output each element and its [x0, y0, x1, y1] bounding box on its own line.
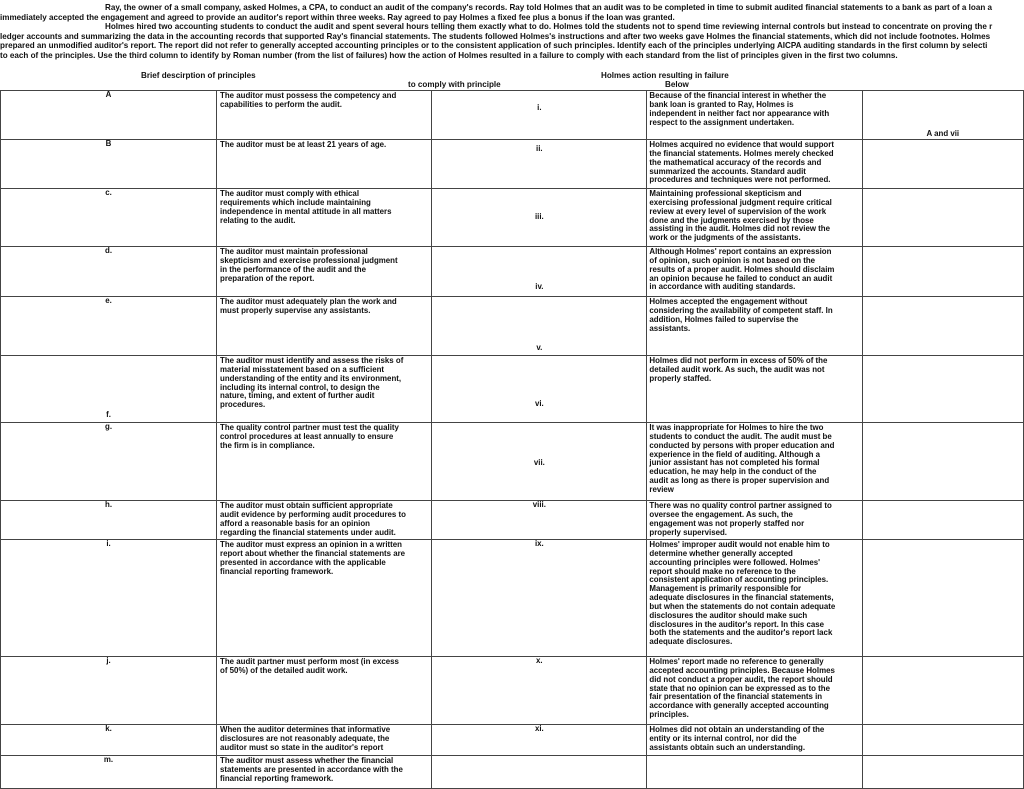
principle-description-line: afford a reasonable basis for an opinion: [220, 518, 370, 528]
principle-description-line: auditor must so state in the auditor's report: [220, 742, 384, 752]
failure-number-cell: [432, 657, 647, 725]
holmes-action-line: assistants.: [649, 323, 691, 333]
answer-cell[interactable]: [862, 725, 1023, 756]
principle-description-line: The auditor must obtain sufficient appropriate: [220, 501, 393, 510]
holmes-action-line: disclosures the auditor should make such: [649, 610, 808, 620]
holmes-action-line: independent in neither fact nor appearance with: [649, 108, 830, 118]
principle-letter: j.: [106, 656, 111, 665]
holmes-action-line: summarized the accounts. Standard audit: [649, 166, 806, 176]
holmes-action-line: review at every level of supervision of the work: [649, 206, 827, 216]
principle-description-line: material misstatement based on a sufficient: [220, 364, 385, 374]
holmes-action-line: bank loan is granted to Ray, Holmes is: [649, 99, 794, 109]
holmes-action-line: disclosures in the auditor's report. In this case: [649, 619, 825, 629]
intro-line: ledger accounts and summarizing the data in the accounting records that supported Ray's financial statements. The students followed Holmes's instructions and after two weeks gave Holmes the financial statements, which did not include footnotes. Holmes: [0, 31, 991, 41]
principle-description-cell: [217, 756, 432, 789]
principle-letter-cell: [1, 756, 217, 789]
principles-column-subheader: to comply with principle: [408, 80, 501, 89]
answer-cell[interactable]: [862, 247, 1023, 297]
intro-line: Holmes hired two accounting students to conduct the audit and spent several hours telling them exactly what to do. Holmes told the students not to spend time reviewing internal controls but instead to concentrate on proving the r: [105, 22, 993, 32]
table-row: [1, 423, 1024, 501]
holmes-action-line: education, he may help in the conduct of the: [649, 467, 817, 477]
holmes-action-line: conducted by persons with proper education and: [649, 440, 835, 450]
holmes-action-line: the mathematical accuracy of the records and: [649, 157, 822, 167]
holmes-action-line: accounting principles were followed. Holmes': [649, 557, 821, 567]
principle-letter: A: [105, 90, 112, 99]
principle-letter-cell: [1, 540, 217, 657]
holmes-action-cell: [647, 423, 862, 501]
principle-description-line: independence in mental attitude in all matters: [220, 206, 392, 216]
holmes-action-line: Holmes acquired no evidence that would support: [649, 140, 834, 149]
principle-description-line: preparation of the report.: [220, 273, 315, 283]
principle-description-line: financial reporting framework.: [220, 566, 334, 576]
holmes-action-line: Management is primarily responsible for: [649, 584, 802, 594]
principle-description-cell: [217, 540, 432, 657]
answer-cell[interactable]: [862, 423, 1023, 501]
principle-description-line: capabilities to perform the audit.: [220, 99, 342, 109]
principle-description-line: disclosures are not reasonably adequate, the: [220, 733, 390, 743]
holmes-action-line: in accordance with auditing standards.: [649, 282, 796, 292]
principle-description-cell: [217, 91, 432, 140]
holmes-action-line: detailed audit work. As such, the audit was not: [649, 364, 825, 374]
principle-description-line: The auditor must identify and assess the risks of: [220, 356, 404, 365]
table-row: [1, 756, 1024, 789]
answer-cell[interactable]: [862, 189, 1023, 247]
holmes-action-line: procedures and techniques were not performed.: [649, 175, 831, 185]
principle-description-cell: [217, 356, 432, 423]
holmes-action-line: an opinion because he failed to conduct an audit: [649, 273, 833, 283]
holmes-action-line: engagement was not properly staffed nor: [649, 518, 805, 528]
principle-letter: i.: [106, 539, 111, 548]
holmes-action-line: adequate disclosures.: [649, 637, 733, 647]
intro-line: Ray, the owner of a small company, asked Holmes, a CPA, to conduct an audit of the company's records. Ray told Holmes that an audit was to be completed in time to submit audited financial statements to a bank as part of a loan a: [105, 3, 993, 12]
failure-roman-number: x.: [536, 656, 543, 665]
principle-description-line: nature, timing, and extent of further audit: [220, 391, 375, 401]
intro-line: immediately accepted the engagement and agreed to provide an auditor's report within three weeks. Ray agreed to pay Holmes a fixed fee plus a bonus if the loan was granted.: [0, 12, 675, 22]
table-row: [1, 356, 1024, 423]
principle-letter: c.: [105, 188, 112, 197]
failure-number-cell: [432, 140, 647, 189]
holmes-action-cell: [647, 725, 862, 756]
failure-number-cell: [432, 189, 647, 247]
holmes-action-line: report should make no reference to the: [649, 566, 796, 576]
answer-cell[interactable]: [862, 140, 1023, 189]
holmes-action-line: experience in the field of auditing. Although a: [649, 449, 821, 459]
holmes-action-cell: [647, 540, 862, 657]
principle-description-cell: [217, 423, 432, 501]
holmes-action-cell: [647, 91, 862, 140]
failure-number-cell: [432, 91, 647, 140]
failure-roman-number: viii.: [532, 500, 546, 509]
holmes-action-line: review: [649, 484, 674, 494]
table-row: [1, 540, 1024, 657]
principle-description-line: of 50%) of the detailed audit work.: [220, 665, 348, 675]
principle-letter: B: [105, 139, 112, 148]
intro-line: prepared an unmodified auditor's report. The report did not refer to generally accepted accounting principles or to the consistent application of such principles. Identify each of the principles underlying AICPA auditing standards in the first column by selecti: [0, 41, 988, 51]
principle-description-line: financial reporting framework.: [220, 773, 334, 783]
answer-cell[interactable]: [862, 297, 1023, 356]
holmes-action-line: consistent application of accounting principles.: [649, 575, 829, 585]
principle-letter: f.: [106, 410, 111, 419]
principle-description-cell: [217, 725, 432, 756]
principle-description-cell: [217, 247, 432, 297]
table-row: [1, 657, 1024, 725]
principle-description-line: The quality control partner must test the quality: [220, 423, 399, 432]
principle-letter-cell: [1, 140, 217, 189]
holmes-action-line: principles.: [649, 710, 689, 720]
holmes-action-line: determine whether generally accepted: [649, 548, 793, 558]
holmes-action-line: Although Holmes' report contains an expression: [649, 247, 832, 256]
holmes-action-cell: [647, 297, 862, 356]
principle-letter-cell: [1, 657, 217, 725]
holmes-action-cell: [647, 140, 862, 189]
table-row: [1, 247, 1024, 297]
holmes-action-line: assisting in the audit. Holmes did not review the: [649, 224, 831, 234]
holmes-action-line: but when the statements do not contain adequate: [649, 601, 836, 611]
failure-roman-number: ix.: [534, 539, 544, 548]
principle-description-cell: [217, 657, 432, 725]
holmes-action-line: of opinion, such opinion is not based on the: [649, 255, 816, 265]
failure-number-cell: [432, 423, 647, 501]
holmes-action-line: Because of the financial interest in whether the: [649, 91, 827, 100]
table-row: [1, 725, 1024, 756]
principle-letter-cell: [1, 501, 217, 540]
principle-description-line: The auditor must adequately plan the work and: [220, 297, 397, 306]
principle-letter: k.: [105, 724, 112, 733]
failure-roman-number: iv.: [535, 282, 544, 291]
holmes-action-line: addition, Holmes failed to supervise the: [649, 314, 799, 324]
principles-column-header: Brief descirption of principles: [141, 71, 256, 80]
holmes-action-line: audit as long as there is proper supervision and: [649, 476, 830, 486]
principle-description-cell: [217, 140, 432, 189]
principle-description-line: The auditor must express an opinion in a written: [220, 540, 402, 549]
failure-roman-number: vii.: [533, 458, 545, 467]
principle-description-line: statements are presented in accordance with the: [220, 764, 403, 774]
failure-number-cell: [432, 501, 647, 540]
failure-roman-number: xi.: [534, 724, 544, 733]
holmes-action-line: did not conduct a proper audit, the report should: [649, 674, 833, 684]
principle-description-line: The auditor must be at least 21 years of age.: [220, 140, 387, 149]
principle-letter-cell: [1, 356, 217, 423]
principle-description-line: requirements which include maintaining: [220, 197, 371, 207]
holmes-action-line: accepted accounting principles. Because Holmes: [649, 665, 835, 675]
holmes-action-line: results of a proper audit. Holmes should disclaim: [649, 264, 835, 274]
holmes-action-line: work or the judgments of the assistants.: [649, 233, 801, 243]
holmes-action-cell: [647, 247, 862, 297]
principle-letter: m.: [103, 755, 114, 764]
principle-letter-cell: [1, 247, 217, 297]
holmes-action-line: Holmes did not obtain an understanding of the: [649, 725, 825, 734]
principle-description-line: The auditor must maintain professional: [220, 247, 368, 256]
holmes-action-cell: [647, 356, 862, 423]
principle-description-line: understanding of the entity and its environment,: [220, 373, 402, 383]
failure-number-cell: [432, 725, 647, 756]
holmes-action-line: fair presentation of the financial statements in: [649, 692, 823, 702]
holmes-action-line: Holmes did not perform in excess of 50% of the: [649, 356, 828, 365]
answer-value: A and vii: [926, 129, 960, 138]
intro-line: to each of the principles. Use the third column to identify by Roman number (from the list of failures) how the action of Holmes resulted in a failure to comply with each standard from the list of principles given in the first two columns.: [0, 50, 898, 60]
holmes-action-cell: [647, 501, 862, 540]
failure-roman-number: v.: [536, 343, 543, 352]
holmes-action-line: students to conduct the audit. The audit must be: [649, 431, 832, 441]
answer-cell[interactable]: [862, 356, 1023, 423]
holmes-action-line: It was inappropriate for Holmes to hire the two: [649, 423, 824, 432]
answer-cell[interactable]: [862, 501, 1023, 540]
principle-letter-cell: [1, 297, 217, 356]
principle-description-line: including its internal control, to design the: [220, 382, 380, 392]
principle-description-line: The auditor must comply with ethical: [220, 189, 360, 198]
principle-description-line: control procedures at least annually to ensure: [220, 431, 394, 441]
holmes-action-line: Holmes accepted the engagement without: [649, 297, 808, 306]
principle-description-line: presented in accordance with the applicable: [220, 557, 386, 567]
holmes-action-line: junior assistant has not completed his formal: [649, 458, 820, 468]
holmes-action-line: done and the judgments exercised by those: [649, 215, 814, 225]
holmes-action-cell: [647, 756, 862, 789]
holmes-action-line: Maintaining professional skepticism and: [649, 189, 802, 198]
answer-cell[interactable]: [862, 657, 1023, 725]
principle-description-line: relating to the audit.: [220, 215, 296, 225]
failure-roman-number: vi.: [534, 399, 544, 408]
table-row: [1, 501, 1024, 540]
principle-description-line: in the performance of the audit and the: [220, 264, 367, 274]
holmes-action-line: entity or its internal control, nor did the: [649, 733, 797, 743]
principle-description-line: skepticism and exercise professional judgment: [220, 255, 398, 265]
principle-description-line: The audit partner must perform most (in excess: [220, 657, 399, 666]
failure-number-cell: [432, 247, 647, 297]
principles-table: [0, 90, 1024, 789]
principle-description-line: audit evidence by performing audit procedures to: [220, 509, 406, 519]
failure-number-cell: [432, 756, 647, 789]
principle-description-line: The auditor must possess the competency and: [220, 91, 397, 100]
principle-description-line: regarding the financial statements under audit.: [220, 527, 396, 537]
holmes-action-line: exercising professional judgment require critical: [649, 197, 832, 207]
answer-cell[interactable]: [862, 91, 1023, 140]
intro-paragraph: [0, 3, 1024, 61]
holmes-action-line: the financial statements. Holmes merely checked: [649, 148, 834, 158]
holmes-action-line: Holmes' improper audit would not enable him to: [649, 540, 830, 549]
table-row: [1, 189, 1024, 247]
table-row: [1, 140, 1024, 189]
holmes-action-cell: [647, 657, 862, 725]
failures-column-subheader: Below: [665, 80, 689, 89]
principle-letter-cell: [1, 189, 217, 247]
principle-letter: d.: [105, 246, 113, 255]
principle-letter-cell: [1, 91, 217, 140]
principle-letter-cell: [1, 423, 217, 501]
holmes-action-line: considering the availability of competent staff. In: [649, 305, 833, 315]
principle-letter: e.: [105, 296, 112, 305]
principle-description-line: must properly supervise any assistants.: [220, 305, 371, 315]
principle-description-line: The auditor must assess whether the financial: [220, 756, 394, 765]
holmes-action-line: adequate disclosures in the financial statements,: [649, 593, 834, 603]
table-row: [1, 91, 1024, 140]
answer-cell[interactable]: [862, 756, 1023, 789]
holmes-action-cell: [647, 189, 862, 247]
holmes-action-line: properly staffed.: [649, 373, 712, 383]
holmes-action-line: accordance with generally accepted accounting: [649, 701, 829, 711]
principle-description-line: When the auditor determines that informative: [220, 725, 391, 734]
principle-letter: h.: [105, 500, 113, 509]
failure-roman-number: i.: [537, 103, 542, 112]
holmes-action-line: Holmes' report made no reference to generally: [649, 657, 824, 666]
failure-number-cell: [432, 540, 647, 657]
holmes-action-line: properly supervised.: [649, 527, 727, 537]
failure-number-cell: [432, 356, 647, 423]
principle-description-cell: [217, 189, 432, 247]
principle-description-cell: [217, 501, 432, 540]
principle-letter-cell: [1, 725, 217, 756]
principle-description-line: the firm is in compliance.: [220, 440, 315, 450]
holmes-action-line: respect to the assignment undertaken.: [649, 117, 795, 127]
principle-description-line: procedures.: [220, 400, 266, 410]
principle-description-line: report about whether the financial statements are: [220, 548, 406, 558]
holmes-action-line: There was no quality control partner assigned to: [649, 501, 832, 510]
holmes-action-line: assistants obtain such an understanding.: [649, 742, 806, 752]
principle-description-cell: [217, 297, 432, 356]
answer-cell[interactable]: [862, 540, 1023, 657]
failures-column-header: Holmes action resulting in failure: [601, 71, 729, 80]
failure-number-cell: [432, 297, 647, 356]
holmes-action-line: both the statements and the auditor's report lack: [649, 628, 833, 638]
failure-roman-number: ii.: [536, 144, 543, 153]
principle-letter: g.: [105, 422, 113, 431]
failure-roman-number: iii.: [534, 212, 544, 221]
holmes-action-line: oversee the engagement. As such, the: [649, 509, 793, 519]
table-row: [1, 297, 1024, 356]
holmes-action-line: state that no opinion can be expressed as to the: [649, 683, 831, 693]
